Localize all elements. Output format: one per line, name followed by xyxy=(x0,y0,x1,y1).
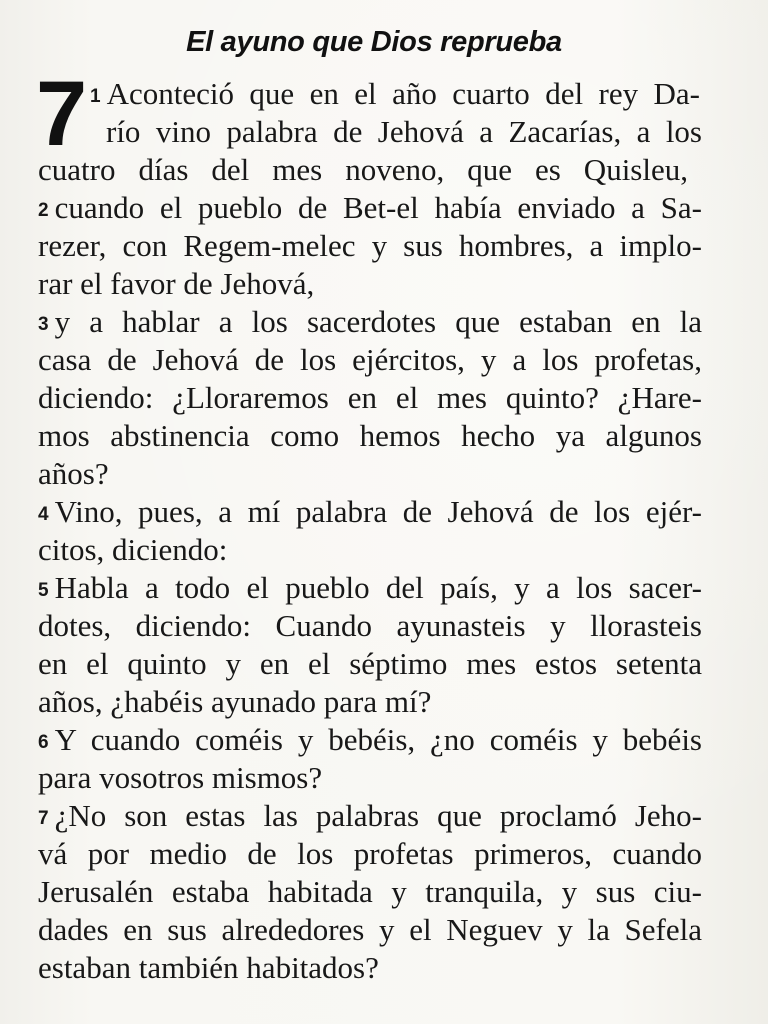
text-line xyxy=(38,721,702,759)
line-text: casa de Jehová de los ejércitos, y a los profetas, xyxy=(38,342,702,377)
line-text: cuando el pueblo de Bet-el había enviado a Sa- xyxy=(54,190,702,225)
line-text: Jerusalén estaba habitada y tranquila, y sus ciu- xyxy=(38,874,702,909)
text-line xyxy=(38,645,702,683)
text-line xyxy=(38,949,498,987)
text-line xyxy=(90,75,700,113)
text-line xyxy=(106,113,702,151)
text-line xyxy=(38,493,702,531)
text-line xyxy=(38,379,702,417)
text-line xyxy=(38,189,702,227)
verse-number: 1 xyxy=(90,86,101,107)
text-line xyxy=(38,341,702,379)
text-line xyxy=(38,303,702,341)
section-heading: El ayuno que Dios reprueba xyxy=(186,26,562,58)
line-text: rar el favor de Jehová, xyxy=(38,266,315,301)
text-line xyxy=(38,417,702,455)
line-text: mos abstinencia como hemos hecho ya algunos xyxy=(38,418,702,453)
line-text: estaban también habitados? xyxy=(38,950,379,985)
chapter-number: 7 xyxy=(36,63,88,165)
line-text: Habla a todo el pueblo del país, y a los sacer- xyxy=(54,570,702,605)
line-text: citos, diciendo: xyxy=(38,532,228,567)
text-line xyxy=(38,569,702,607)
line-text: años? xyxy=(38,456,109,491)
text-line xyxy=(38,873,702,911)
text-line xyxy=(38,265,438,303)
text-line xyxy=(38,151,688,189)
line-text: ¿No son estas las palabras que proclamó Jeho- xyxy=(54,798,702,833)
line-text: diciendo: ¿Lloraremos en el mes quinto? ¿Hare- xyxy=(38,380,702,415)
text-line xyxy=(38,911,702,949)
line-text: vá por medio de los profetas primeros, cuando xyxy=(38,836,702,871)
line-text: años, ¿habéis ayunado para mí? xyxy=(38,684,432,719)
line-text: río vino palabra de Jehová a Zacarías, a los xyxy=(106,114,702,149)
line-text: Y cuando coméis y bebéis, ¿no coméis y bebéis xyxy=(54,722,702,757)
text-line xyxy=(38,531,338,569)
line-text: Vino, pues, a mí palabra de Jehová de los ejér- xyxy=(54,494,702,529)
verse-number: 4 xyxy=(38,504,49,525)
text-line xyxy=(38,455,238,493)
text-line xyxy=(38,683,598,721)
line-text: para vosotros mismos? xyxy=(38,760,323,795)
line-text: y a hablar a los sacerdotes que estaban en la xyxy=(54,304,702,339)
line-text: dotes, diciendo: Cuando ayunasteis y llorasteis xyxy=(38,608,702,643)
line-text: dades en sus alrededores y el Neguev y la Sefela xyxy=(38,912,702,947)
text-line xyxy=(38,759,438,797)
verse-number: 3 xyxy=(38,314,49,335)
line-text: Aconteció que en el año cuarto del rey Da- xyxy=(106,76,700,111)
verse-number: 6 xyxy=(38,732,49,753)
verse-number: 7 xyxy=(38,808,49,829)
line-text: rezer, con Regem-melec y sus hombres, a implo- xyxy=(38,228,702,263)
line-text: cuatro días del mes noveno, que es Quisleu, xyxy=(38,152,688,187)
text-line xyxy=(38,797,702,835)
text-line xyxy=(38,607,702,645)
text-line xyxy=(38,835,702,873)
text-line xyxy=(38,227,702,265)
line-text: en el quinto y en el séptimo mes estos setenta xyxy=(38,646,702,681)
verse-number: 5 xyxy=(38,580,49,601)
verse-number: 2 xyxy=(38,200,49,221)
